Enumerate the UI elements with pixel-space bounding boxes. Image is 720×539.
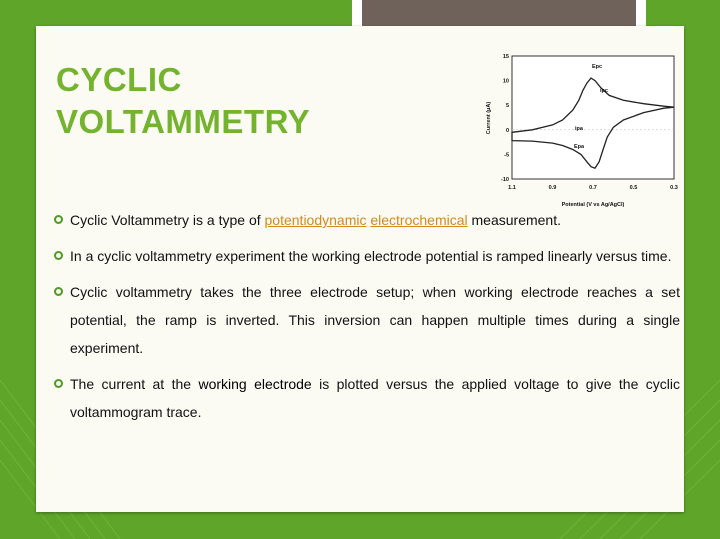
slide-title-line2: VOLTAMMETRY [56, 103, 311, 140]
chart-x-tick-label: 0.7 [589, 185, 597, 191]
bullet-list [54, 206, 680, 434]
chart-y-tick-label: -10 [501, 177, 509, 183]
chart-y-tick-label: 5 [505, 103, 509, 110]
bullet-marker-icon [54, 215, 63, 224]
bullet-item [54, 206, 680, 234]
chart-x-axis-label: Potential (V vs Ag/AgCl) [561, 202, 625, 208]
bullet-item [54, 278, 680, 362]
chart-x-tick-label: 0.9 [548, 185, 557, 191]
chart-y-tick-label: -5 [504, 152, 509, 159]
chart-annotation-epc: Epc [592, 64, 603, 70]
bullet-text: measurement. [467, 212, 561, 228]
chart-x-tick-label: 0.3 [670, 185, 678, 191]
bullet-text: Cyclic voltammetry takes the three electrode setup; when working electrode reaches a set potential, the ramp is inverted. This inversion can happen multiple times during a single experiment. [70, 284, 680, 356]
chart-annotation-ipa: ipa [575, 126, 583, 132]
chart-plot-frame [512, 56, 674, 179]
bullet-marker-icon [54, 251, 63, 260]
chart-y-ticks [501, 54, 509, 183]
slide-title [56, 59, 396, 143]
bullet-item [54, 242, 680, 270]
bullet-marker-icon [54, 379, 63, 388]
chart-annotation-ipc: ipc [600, 88, 608, 94]
chart-x-tick-label: 1.1 [508, 185, 516, 191]
chart-y-tick-label: 10 [502, 78, 509, 85]
bullet-text: is plotted versus the applied voltage to give the cyclic voltammogram trace. [70, 376, 680, 420]
bullet-item [54, 370, 680, 426]
slide-title-line1: CYCLIC [56, 61, 182, 98]
slide-panel [36, 26, 684, 512]
cyclic-voltammogram-chart [480, 54, 680, 212]
bullet-text: The current at the [70, 376, 199, 392]
chart-y-axis-label: Current (μA) [486, 101, 492, 135]
bullet-text: Cyclic Voltammetry is a type of [70, 212, 265, 228]
electrochemical-link[interactable]: electrochemical [370, 212, 468, 228]
chart-x-ticks [508, 185, 678, 191]
chart-x-tick-label: 0.5 [629, 185, 638, 191]
potentiodynamic-link[interactable]: potentiodynamic [264, 212, 367, 228]
chart-y-tick-label: 0 [505, 127, 509, 134]
bullet-text: In a cyclic voltammetry experiment the working electrode potential is ramped linearly versus time. [70, 248, 672, 264]
chart-y-tick-label: 15 [502, 54, 509, 60]
working-electrode-term: working electrode [198, 376, 312, 392]
chart-annotation-epa: Epa [574, 144, 585, 150]
bullet-marker-icon [54, 287, 63, 296]
